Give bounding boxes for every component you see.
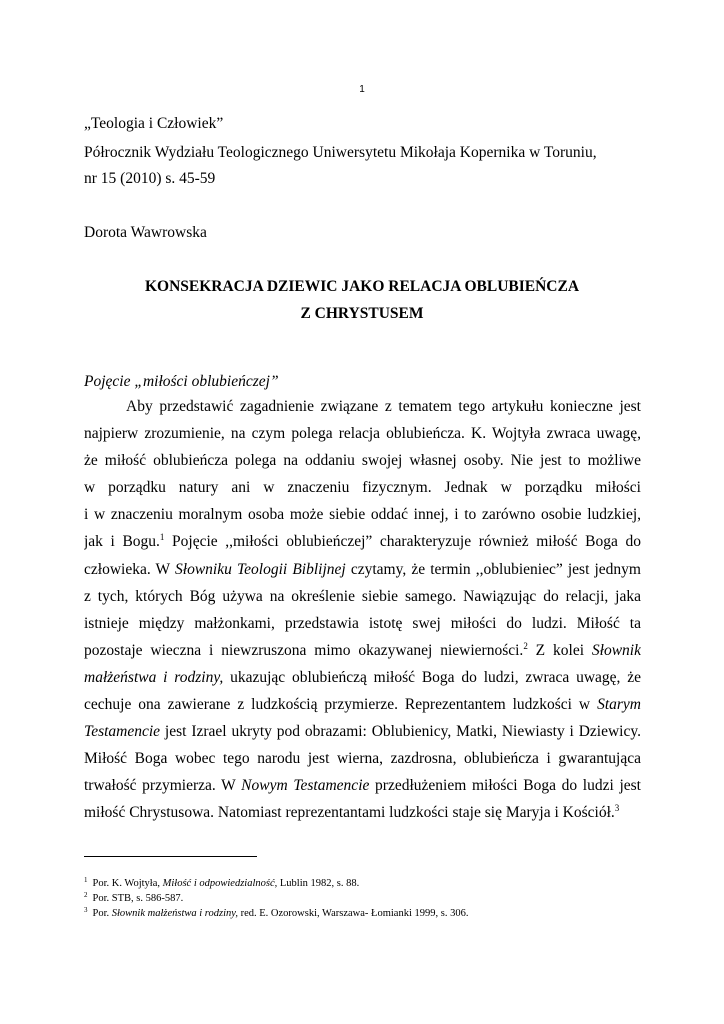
page-number: 1 [359, 84, 365, 95]
italic-title: Testamencie [84, 723, 161, 741]
footnote-2: $^2$ Por. STB, s. 586-587. [84, 891, 184, 904]
paragraph-line: najpierw zrozumienie, na czym polega relacja oblubieńcza. K. Wojtyła zwraca uwagę, [84, 425, 641, 443]
italic-title: Słowniku Teologii Biblijnej [175, 560, 346, 578]
paragraph-line: trwałość przymierza. W Nowym Testamencie przedłużeniem miłości Boga do ludzi jest [84, 777, 641, 795]
italic-title: Słownik [591, 641, 641, 659]
paragraph-line: Aby przedstawić zagadnienie związane z tematem tego artykułu konieczne jest [126, 398, 641, 415]
paragraph-line: Testamencie jest Izrael ukryty pod obrazami: Oblubienicy, Matki, Niewiasty i Dziewicy. [84, 723, 641, 741]
footnote-3: $^3$ Por. Słownik małżeństwa i rodziny, red. E. Ozorowski, Warszawa- Łomianki 1999, s. 306. [84, 906, 469, 919]
author-name: Dorota Wawrowska [84, 224, 207, 241]
footnote-1: $^1$ Por. K. Wojtyła, Miłość i odpowiedzialność, Lublin 1982, s. 88. [84, 876, 360, 889]
paragraph-line: że miłość oblubieńcza polega na oddaniu swojej własnej osoby. Nie jest to możliwe [84, 452, 641, 470]
paragraph-line: człowieka. W Słowniku Teologii Biblijnej czytamy, że termin ,,oblubieniec” jest jednym [84, 560, 641, 578]
section-title: Pojęcie „miłości oblubieńczej” [84, 373, 279, 390]
footnote-ref-1: 1 [159, 532, 165, 543]
italic-title: Nowym Testamencie [241, 777, 370, 795]
paragraph-line: małżeństwa i rodziny, ukazując oblubieńczą miłość Boga do ludzi, zwraca uwagę, że [84, 668, 641, 686]
paragraph-line: istnieje między małżonkami, przedstawia istotę swej miłości do ludzi. Miłość ta [84, 614, 641, 632]
paragraph-line: Miłość Boga wobec tego narodu jest wierna, zazdrosna, oblubieńcza i gwarantująca [84, 750, 641, 768]
footnote-ref-2: 2 [523, 640, 528, 651]
paragraph-line: miłość Chrystusowa. Natomiast reprezentantami ludzkości staje się Maryja i Kościół.$^3$ [84, 803, 620, 822]
italic-title: Starym [597, 696, 641, 714]
journal-publisher: Półrocznik Wydziału Teologicznego Uniwersytetu Mikołaja Kopernika w Toruniu, [84, 144, 597, 161]
footnote-divider [84, 856, 257, 857]
paragraph-line: i w znaczeniu moralnym osoba może siebie oddać innej, i to zarówno osobie ludzkiej, [84, 506, 641, 524]
paragraph-line: pozostaje wieczna i niewzruszona mimo okazywanej niewierności.$^2$ Z kolei Słownik [84, 640, 641, 659]
article-title-line-1: KONSEKRACJA DZIEWIC JAKO RELACJA OBLUBIEŃCZA [144, 278, 580, 295]
paragraph-line: cechuje ona zawierane z ludzkością przymierze. Reprezentantem ludzkości w Starym [84, 696, 641, 714]
journal-issue: nr 15 (2010) s. 45-59 [84, 170, 216, 187]
italic-title: małżeństwa i rodziny, [84, 668, 224, 686]
paragraph-line: z tych, których Bóg używa na określenie siebie samego. Nawiązując do relacji, jaka [84, 587, 641, 605]
footnote-ref-3: 3 [614, 803, 620, 814]
paragraph-line: jak i Bogu.$^1$ Pojęcie ,,miłości oblubieńczej” charakteryzuje również miłość Boga do [84, 532, 641, 551]
journal-title: „Teologia i Człowiek” [84, 115, 224, 132]
paragraph-line: w porządku natury ani w znaczeniu fizycznym. Jednak w porządku miłości [84, 479, 641, 497]
article-paragraph [84, 393, 641, 827]
article-title-line-2: Z CHRYSTUSEM [300, 305, 424, 322]
